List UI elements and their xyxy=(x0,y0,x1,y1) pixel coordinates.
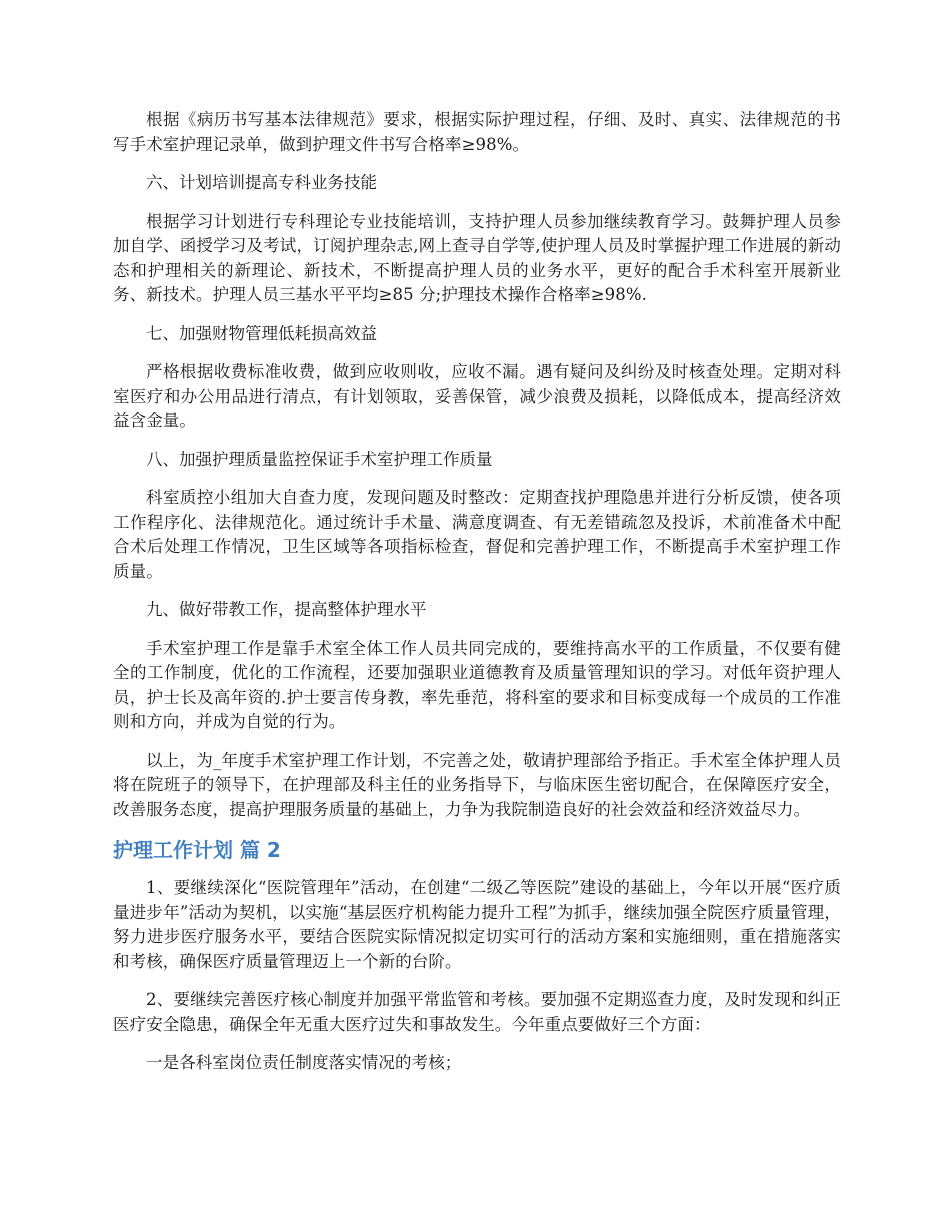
heading-teaching: 九、做好带教工作，提高整体护理水平 xyxy=(146,600,427,619)
heading-property-management: 七、加强财物管理低耗损高效益 xyxy=(146,323,377,343)
section-title: 护理工作计划 篇 2 xyxy=(113,838,281,862)
paragraph-conclusion: 以上，为_年度手术室护理工作计划，不完善之处，敬请护理部给予指正。手术室全体护理人员将在院班子的领导下，在护理部及科主任的业务指导下，与临床医生密切配合，在保障医疗安全，改善服务态度，提高护理服务质量的基础上，力争为我院制造良好的社会效益和经济效益尽力。 xyxy=(113,750,841,819)
paragraph-teaching: 手术室护理工作是靠手术室全体工作人员共同完成的，要维持高水平的工作质量，不仅要有健全的工作制度，优化的工作流程，还要加强职业道德教育及质量管理知识的学习。对低年资护理人员，护士长及高年资的.护士要言传身教，率先垂范，将科室的要求和目标变成每一个成员的工作准则和方向，并成为自觉的行为。 xyxy=(113,638,841,731)
paragraph-quality-control: 科室质控小组加大自查力度，发现问题及时整改：定期查找护理隐患并进行分析反馈，使各项工作程序化、法律规范化。通过统计手术量、满意度调查、有无差错疏忽及投诉，术前准备术中配合术后处理工作情况，卫生区域等各项指标检查，督促和完善护理工作，不断提高手术室护理工作质量。 xyxy=(113,488,841,581)
paragraph-record-standards: 根据《病历书写基本法律规范》要求，根据实际护理过程，仔细、及时、真实、法律规范的书写手术室护理记录单，做到护理文件书写合格率≥98%。 xyxy=(113,110,841,154)
paragraph-item-1: 1、要继续深化“医院管理年”活动，在创建“二级乙等医院”建设的基础上，今年以开展“医疗质量进步年”活动为契机，以实施“基层医疗机构能力提升工程”为抓手，继续加强全院医疗质量管理，努力进步医疗服务水平，要结合医院实际情况拟定切实可行的活动方案和实施细则，重在措施落实和考核，确保医疗质量管理迈上一个新的台阶。 xyxy=(113,878,841,971)
paragraph-item-2: 2、要继续完善医疗核心制度并加强平常监管和考核。要加强不定期巡查力度，及时发现和纠正医疗安全隐患，确保全年无重大医疗过失和事故发生。今年重点要做好三个方面： xyxy=(113,990,841,1034)
paragraph-training: 根据学习计划进行专科理论专业技能培训，支持护理人员参加继续教育学习。鼓舞护理人员参加自学、函授学习及考试，订阅护理杂志,网上查寻自学等,使护理人员及时掌握护理工作进展的新动态和护理相关的新理论、新技术，不断提高护理人员的业务水平，更好的配合手术科室开展新业务、新技术。护理人员三基水平平均≥85 分;护理技术操作合格率≥98%. xyxy=(113,211,841,304)
paragraph-property-management: 严格根据收费标准收费，做到应收则收，应收不漏。遇有疑问及纠纷及时核查处理。定期对科室医疗和办公用品进行清点，有计划领取，妥善保管，减少浪费及损耗，以降低成本，提高经济效益含金量。 xyxy=(113,362,841,430)
heading-training: 六、计划培训提高专科业务技能 xyxy=(146,173,377,192)
paragraph-item-first: 一是各科室岗位责任制度落实情况的考核； xyxy=(146,1053,462,1072)
heading-quality-control: 八、加强护理质量监控保证手术室护理工作质量 xyxy=(146,449,493,469)
document-page xyxy=(113,108,841,1090)
